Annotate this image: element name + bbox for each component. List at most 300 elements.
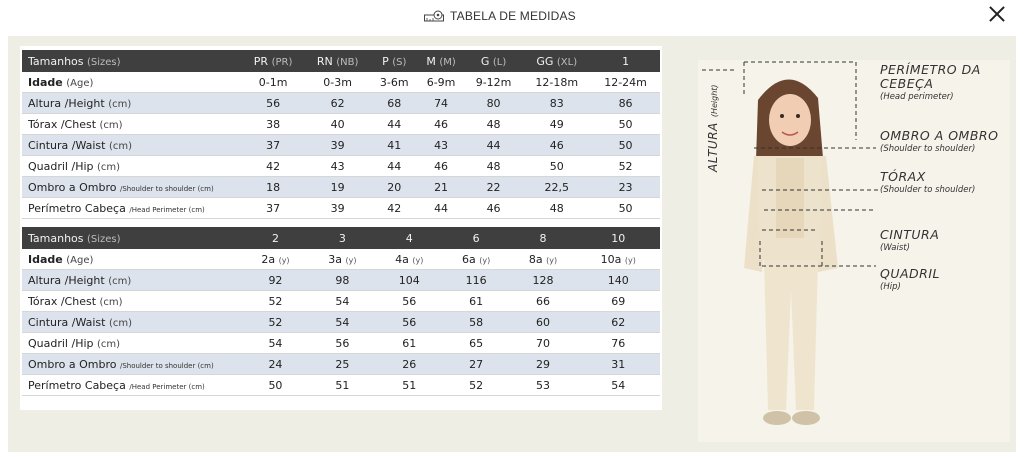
table-cell: [465, 93, 523, 114]
cell-value: 3a: [328, 252, 342, 266]
cell-value: 60: [536, 315, 550, 329]
table-cell: [376, 312, 443, 333]
cell-value: 49: [549, 117, 564, 131]
row-label-cell: [22, 291, 242, 312]
row-label: Perímetro Cabeça: [28, 378, 126, 392]
table-cell: [591, 93, 660, 114]
table-cell: [443, 270, 510, 291]
table-cell: [371, 72, 417, 93]
size-tables-container: [20, 46, 662, 410]
cell-value: 3-6m: [379, 75, 409, 89]
table-cell: [371, 114, 417, 135]
table-header-row: [22, 227, 660, 249]
size-header-cell: [465, 50, 523, 72]
row-label-cell: [22, 114, 242, 135]
size-header-cell: [376, 227, 443, 249]
table-cell: [309, 375, 376, 396]
cell-value: 29: [536, 357, 550, 371]
cell-value: 54: [335, 315, 350, 329]
row-label-sub: (cm): [99, 296, 123, 308]
table-header-row: [22, 50, 660, 72]
table-cell: [376, 291, 443, 312]
cell-value: 48: [486, 159, 501, 173]
cell-value: 2a: [261, 252, 276, 266]
cell-value: 46: [486, 201, 501, 215]
cell-value: 38: [266, 117, 281, 131]
cell-value: 4a: [395, 252, 409, 266]
row-label-sub: (cm): [97, 338, 121, 350]
modal-title: TABELA DE MEDIDAS: [450, 9, 576, 23]
table-cell: [304, 177, 371, 198]
sizes-header-cell: [22, 50, 242, 72]
size-code: GG: [536, 54, 554, 68]
cell-value: 20: [387, 180, 402, 194]
table-cell: [242, 375, 309, 396]
table-cell: [591, 156, 660, 177]
cell-value: 51: [335, 378, 350, 392]
cell-value: 51: [402, 378, 417, 392]
row-label-cell: [22, 177, 242, 198]
table-cell: [309, 354, 376, 375]
chest-label-sub: (Shoulder to shoulder): [880, 185, 976, 195]
cell-value: 46: [549, 138, 564, 152]
size-code: 6: [472, 231, 480, 245]
size-header-cell: [591, 50, 660, 72]
cell-unit: (y): [278, 255, 290, 265]
shoulder-measure-label: [880, 129, 998, 154]
table-row: [22, 114, 660, 135]
cell-value: 41: [387, 138, 402, 152]
row-label-cell: [22, 333, 242, 354]
cell-unit: (y): [345, 255, 357, 265]
size-code: 1: [622, 54, 630, 68]
table-cell: [510, 375, 577, 396]
table-row: [22, 93, 660, 114]
cell-value: 56: [402, 315, 417, 329]
table-cell: [465, 156, 523, 177]
model-photo: [698, 60, 1010, 442]
row-label: Altura /Height: [28, 273, 105, 287]
cell-value: 80: [486, 96, 501, 110]
model-illustration: [698, 60, 1010, 442]
head-measure-label: [880, 63, 1000, 102]
row-label: Quadril /Hip: [28, 336, 94, 350]
cell-value: 24: [268, 357, 283, 371]
table-cell: [522, 135, 591, 156]
table-cell: [304, 93, 371, 114]
table-cell: [510, 270, 577, 291]
row-label: Perímetro Cabeça: [28, 201, 126, 215]
cell-value: 42: [266, 159, 281, 173]
row-label-sub: /Shoulder to shoulder (cm): [119, 361, 214, 370]
cell-value: 50: [618, 117, 633, 131]
table-cell: [304, 156, 371, 177]
cell-value: 40: [330, 117, 345, 131]
table-cell: [465, 177, 523, 198]
cell-value: 52: [469, 378, 484, 392]
table-cell: [242, 354, 309, 375]
cell-value: 50: [268, 378, 283, 392]
size-code-sub: (XL): [556, 56, 578, 68]
table-row: [22, 249, 660, 270]
table-cell: [576, 291, 660, 312]
cell-value: 68: [387, 96, 402, 110]
table-cell: [242, 270, 309, 291]
waist-label-title: CINTURA: [880, 227, 940, 242]
cell-value: 98: [335, 273, 350, 287]
cell-value: 18: [266, 180, 281, 194]
row-label: Idade: [28, 75, 63, 89]
cell-unit: (y): [479, 255, 491, 265]
chest-label-title: TÓRAX: [880, 169, 926, 184]
close-button[interactable]: [986, 3, 1008, 25]
table-cell: [242, 114, 304, 135]
table-cell: [371, 93, 417, 114]
chest-measure-label: [880, 170, 975, 195]
cell-unit: (y): [546, 255, 558, 265]
table-cell: [522, 93, 591, 114]
cell-value: 56: [402, 294, 417, 308]
table-cell: [465, 114, 523, 135]
cell-value: 21: [434, 180, 449, 194]
row-label-cell: [22, 93, 242, 114]
table-cell: [591, 72, 660, 93]
cell-value: 6-9m: [426, 75, 456, 89]
row-label-sub: (cm): [97, 161, 121, 173]
table-cell: [510, 354, 577, 375]
table-cell: [510, 333, 577, 354]
table-cell: [371, 135, 417, 156]
cell-value: 39: [330, 201, 345, 215]
height-label-sub: (Height): [710, 84, 719, 118]
size-code: 8: [539, 231, 547, 245]
sizes-header-cell: [22, 227, 242, 249]
table-cell: [591, 135, 660, 156]
row-label-sub: (cm): [108, 275, 132, 287]
table-cell: [376, 249, 443, 270]
table-cell: [417, 198, 464, 219]
cell-value: 43: [330, 159, 345, 173]
table-cell: [443, 333, 510, 354]
cell-value: 44: [486, 138, 501, 152]
cell-value: 42: [387, 201, 402, 215]
table-cell: [376, 375, 443, 396]
cell-value: 46: [434, 117, 449, 131]
hip-measure-label: [880, 267, 940, 292]
size-code: 4: [405, 231, 413, 245]
size-header-cell: [304, 50, 371, 72]
table-cell: [309, 249, 376, 270]
table-cell: [304, 72, 371, 93]
cell-value: 76: [611, 336, 626, 350]
size-header-cell: [242, 227, 309, 249]
cell-value: 25: [335, 357, 350, 371]
waist-label-sub: (Waist): [880, 243, 910, 253]
table-cell: [242, 333, 309, 354]
size-code-sub: (NB): [336, 56, 359, 68]
table-row: [22, 333, 660, 354]
cell-value: 46: [434, 159, 449, 173]
cell-value: 50: [618, 138, 633, 152]
cell-value: 22: [486, 180, 501, 194]
size-code-sub: (M): [439, 56, 456, 68]
table-cell: [304, 114, 371, 135]
row-label-sub: /Head Perimeter (cm): [129, 382, 205, 391]
table-cell: [417, 156, 464, 177]
row-label: Idade: [28, 252, 63, 266]
waist-measure-label: [880, 228, 939, 253]
table-row: [22, 312, 660, 333]
size-code: G: [480, 54, 490, 68]
cell-value: 44: [387, 159, 402, 173]
row-label-cell: [22, 354, 242, 375]
table-cell: [242, 135, 304, 156]
cell-value: 58: [469, 315, 484, 329]
cell-unit: (y): [412, 255, 424, 265]
table-cell: [465, 72, 523, 93]
cell-value: 140: [607, 273, 629, 287]
row-label: Tórax /Chest: [28, 117, 97, 131]
table-cell: [591, 114, 660, 135]
cell-value: 26: [402, 357, 417, 371]
table-cell: [443, 312, 510, 333]
table-cell: [443, 375, 510, 396]
cell-value: 0-3m: [323, 75, 352, 89]
cell-value: 9-12m: [475, 75, 512, 89]
size-table-kids: [22, 227, 660, 396]
head-label-title: PERÍMETRO DA CEBEÇA: [880, 62, 981, 91]
cell-value: 69: [611, 294, 626, 308]
height-measure-label: [702, 84, 721, 172]
table-cell: [309, 291, 376, 312]
cell-value: 61: [469, 294, 484, 308]
table-cell: [242, 177, 304, 198]
table-cell: [576, 249, 660, 270]
cell-value: 54: [611, 378, 626, 392]
cell-value: 22,5: [544, 180, 569, 194]
cell-value: 54: [268, 336, 283, 350]
cell-value: 86: [618, 96, 633, 110]
table-row: [22, 177, 660, 198]
table-cell: [371, 177, 417, 198]
size-chart-panel: [8, 36, 1016, 452]
table-row: [22, 354, 660, 375]
sizes-header-label: Tamanhos: [28, 54, 84, 68]
cell-value: 23: [618, 180, 633, 194]
hip-label-title: QUADRIL: [880, 266, 941, 281]
table-cell: [465, 135, 523, 156]
cell-value: 61: [402, 336, 417, 350]
head-label-sub: (Head perimeter): [880, 92, 954, 102]
size-header-cell: [417, 50, 464, 72]
table-cell: [417, 177, 464, 198]
row-label-sub: (Age): [66, 254, 94, 266]
size-code: M: [426, 54, 436, 68]
cell-value: 74: [434, 96, 449, 110]
size-code-sub: (PR): [271, 56, 293, 68]
cell-value: 12-24m: [604, 75, 647, 89]
size-header-cell: [242, 50, 304, 72]
table-cell: [522, 177, 591, 198]
table-cell: [576, 270, 660, 291]
cell-value: 116: [465, 273, 487, 287]
sizes-header-label: Tamanhos: [28, 231, 84, 245]
row-label: Tórax /Chest: [28, 294, 97, 308]
cell-value: 83: [549, 96, 564, 110]
row-label-sub: (cm): [108, 317, 133, 329]
row-label-cell: [22, 72, 242, 93]
table-cell: [510, 291, 577, 312]
cell-value: 52: [618, 159, 633, 173]
size-code-sub: (L): [492, 56, 507, 68]
table-cell: [417, 93, 464, 114]
cell-value: 128: [532, 273, 554, 287]
table-row: [22, 198, 660, 219]
row-label: Ombro a Ombro: [28, 180, 117, 194]
cell-value: 6a: [462, 252, 476, 266]
row-label-sub: (cm): [99, 119, 123, 131]
table-cell: [304, 198, 371, 219]
size-header-cell: [510, 227, 577, 249]
modal-title-group: [424, 6, 576, 26]
table-cell: [242, 312, 309, 333]
shoulder-label-sub: (Shoulder to shoulder): [880, 144, 976, 154]
table-cell: [242, 72, 304, 93]
row-label-cell: [22, 312, 242, 333]
table-cell: [242, 93, 304, 114]
table-cell: [242, 291, 309, 312]
table-cell: [309, 312, 376, 333]
row-label-cell: [22, 249, 242, 270]
cell-value: 19: [330, 180, 345, 194]
table-cell: [242, 198, 304, 219]
cell-unit: (y): [624, 255, 636, 265]
cell-value: 37: [266, 138, 281, 152]
row-label-sub: (cm): [108, 140, 133, 152]
cell-value: 65: [469, 336, 484, 350]
row-label: Cintura /Waist: [28, 138, 106, 152]
cell-value: 10a: [600, 252, 622, 266]
size-header-cell: [309, 227, 376, 249]
table-cell: [522, 198, 591, 219]
cell-value: 56: [266, 96, 281, 110]
cell-value: 66: [536, 294, 550, 308]
cell-value: 43: [434, 138, 449, 152]
table-cell: [576, 375, 660, 396]
table-cell: [522, 72, 591, 93]
table-cell: [371, 198, 417, 219]
table-cell: [576, 333, 660, 354]
modal-header: [0, 0, 1024, 34]
row-label: Cintura /Waist: [28, 315, 106, 329]
table-row: [22, 291, 660, 312]
row-label: Ombro a Ombro: [28, 357, 117, 371]
table-cell: [376, 270, 443, 291]
table-cell: [443, 291, 510, 312]
row-label-sub: (cm): [108, 98, 132, 110]
cell-value: 37: [266, 201, 281, 215]
row-label-cell: [22, 375, 242, 396]
cell-value: 56: [335, 336, 350, 350]
size-code: RN: [316, 54, 333, 68]
row-label: Quadril /Hip: [28, 159, 94, 173]
cell-value: 104: [398, 273, 420, 287]
cell-value: 8a: [528, 252, 543, 266]
cell-value: 52: [268, 294, 283, 308]
cell-value: 54: [335, 294, 350, 308]
cell-value: 53: [536, 378, 550, 392]
cell-value: 50: [618, 201, 633, 215]
table-row: [22, 270, 660, 291]
size-code: 3: [338, 231, 346, 245]
cell-value: 39: [330, 138, 345, 152]
cell-value: 62: [611, 315, 626, 329]
table-row: [22, 72, 660, 93]
table-cell: [242, 249, 309, 270]
table-cell: [417, 135, 464, 156]
table-cell: [309, 333, 376, 354]
sizes-header-sub: (Sizes): [87, 56, 121, 68]
size-header-cell: [576, 227, 660, 249]
size-table-baby: [22, 50, 660, 219]
row-label-cell: [22, 156, 242, 177]
row-label-cell: [22, 270, 242, 291]
cell-value: 0-1m: [258, 75, 288, 89]
cell-value: 52: [268, 315, 283, 329]
row-label-sub: (Age): [66, 77, 94, 89]
size-header-cell: [443, 227, 510, 249]
table-cell: [591, 177, 660, 198]
sizes-header-sub: (Sizes): [87, 233, 121, 245]
cell-value: 48: [486, 117, 501, 131]
table-cell: [242, 156, 304, 177]
table-cell: [304, 135, 371, 156]
size-code: 10: [611, 231, 626, 245]
table-cell: [443, 354, 510, 375]
size-header-cell: [522, 50, 591, 72]
height-label-title: ALTURA: [706, 122, 720, 172]
table-cell: [510, 249, 577, 270]
cell-value: 44: [434, 201, 449, 215]
cell-value: 50: [549, 159, 564, 173]
cell-value: 70: [536, 336, 550, 350]
table-cell: [309, 270, 376, 291]
table-row: [22, 135, 660, 156]
cell-value: 27: [469, 357, 484, 371]
cell-value: 92: [268, 273, 283, 287]
row-label-sub: /Shoulder to shoulder (cm): [119, 184, 214, 193]
row-label-cell: [22, 198, 242, 219]
table-cell: [371, 156, 417, 177]
table-cell: [522, 156, 591, 177]
row-label-cell: [22, 135, 242, 156]
cell-value: 12-18m: [535, 75, 579, 89]
size-header-cell: [371, 50, 417, 72]
table-cell: [576, 354, 660, 375]
cell-value: 31: [611, 357, 626, 371]
table-cell: [510, 312, 577, 333]
shoulder-label-title: OMBRO A OMBRO: [880, 128, 999, 143]
size-code-sub: (S): [392, 56, 407, 68]
table-cell: [376, 354, 443, 375]
table-cell: [443, 249, 510, 270]
table-cell: [417, 72, 464, 93]
cell-value: 44: [387, 117, 402, 131]
row-label: Altura /Height: [28, 96, 105, 110]
measuring-tape-icon: [424, 10, 444, 22]
table-cell: [522, 114, 591, 135]
size-code: PR: [253, 54, 269, 68]
